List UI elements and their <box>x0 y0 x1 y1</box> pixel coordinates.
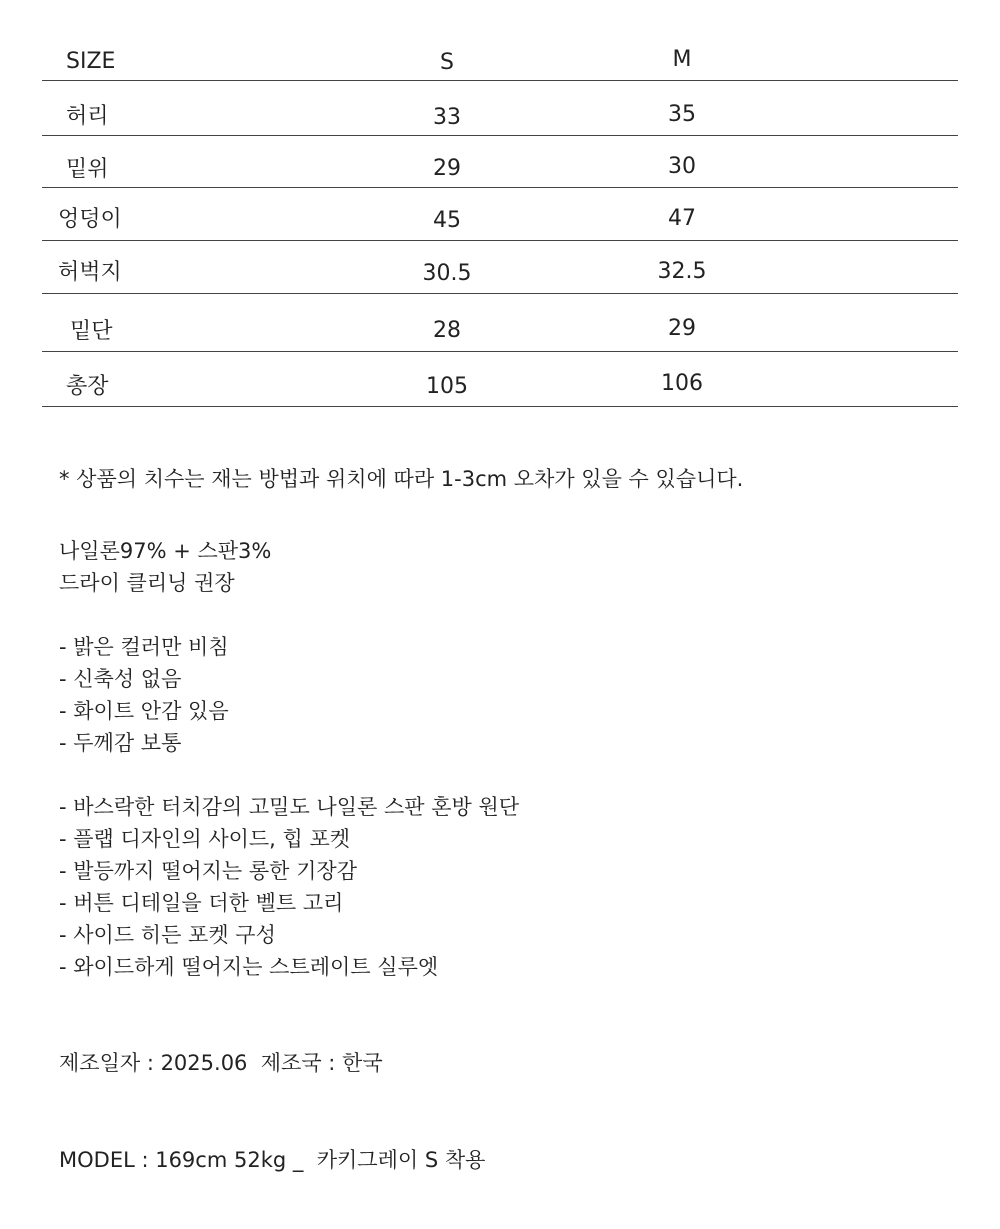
list-item: - 밝은 컬러만 비침 <box>59 635 229 659</box>
row-label-hip: 엉덩이 <box>58 207 122 232</box>
list-item: - 버튼 디테일을 더한 벨트 고리 <box>59 891 344 915</box>
manufacture-info: 제조일자 : 2025.06 제조국 : 한국 <box>59 1051 383 1075</box>
table-row: 총장 105 106 <box>42 352 958 407</box>
list-item: - 바스락한 터치감의 고밀도 나일론 스판 혼방 원단 <box>59 795 520 819</box>
care-instruction: 드라이 클리닝 권장 <box>59 571 235 595</box>
row-label-length: 총장 <box>66 374 109 399</box>
property-list <box>59 631 229 759</box>
row-label-hem: 밑단 <box>70 319 113 344</box>
table-row: 밑위 29 30 <box>42 136 958 188</box>
material-info <box>59 535 271 599</box>
size-table <box>42 40 958 407</box>
model-info: MODEL : 169cm 52kg _ 카키그레이 S 착용 <box>59 1148 486 1172</box>
feature-list <box>59 791 519 983</box>
table-row: 엉덩이 45 47 <box>42 188 958 241</box>
list-item: - 화이트 안감 있음 <box>59 699 229 723</box>
row-label-rise: 밑위 <box>66 157 109 182</box>
size-header-label: SIZE <box>66 49 116 74</box>
row-label-waist: 허리 <box>66 104 109 129</box>
table-row: 밑단 28 29 <box>42 294 958 352</box>
list-item: - 와이드하게 떨어지는 스트레이트 실루엣 <box>59 955 439 979</box>
measurement-notice: * 상품의 치수는 재는 방법과 위치에 따라 1-3cm 오차가 있을 수 있습니다. <box>59 467 744 491</box>
list-item: - 플랩 디자인의 사이드, 힙 포켓 <box>59 827 351 851</box>
table-row: 허벅지 30.5 32.5 <box>42 241 958 294</box>
list-item: - 두께감 보통 <box>59 731 182 755</box>
row-label-thigh: 허벅지 <box>58 260 122 285</box>
list-item: - 사이드 히든 포켓 구성 <box>59 923 276 947</box>
list-item: - 신축성 없음 <box>59 667 182 691</box>
size-table-header: SIZE S M <box>42 40 958 81</box>
fabric-composition: 나일론97% + 스판3% <box>59 539 272 563</box>
table-row: 허리 33 35 <box>42 81 958 136</box>
list-item: - 발등까지 떨어지는 롱한 기장감 <box>59 859 357 883</box>
